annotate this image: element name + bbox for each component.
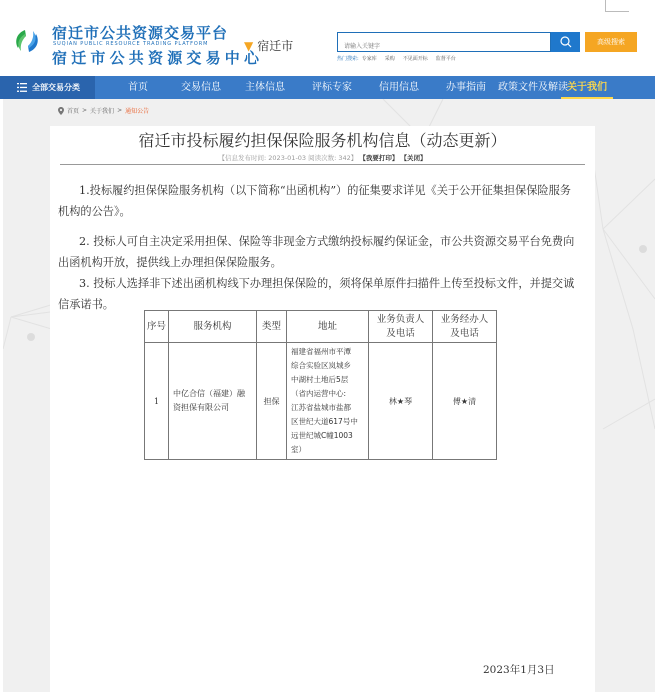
close-link[interactable]: 【关闭】 <box>400 154 427 162</box>
title-divider <box>60 164 585 165</box>
col-header-no: 序号 <box>145 311 169 343</box>
nav-item-experts[interactable]: 评标专家 <box>312 82 352 93</box>
paragraph-line: 2. 投标人可自主决定采用担保、保险等非现金方式缴纳投标履约保证金，市公共资源交易平台免费向 <box>79 235 575 248</box>
table-header-row <box>145 311 497 343</box>
city-label: 宿迁市 <box>257 39 294 53</box>
all-categories-button[interactable] <box>0 76 95 99</box>
breadcrumb-home[interactable]: 首页 <box>67 108 80 115</box>
cell-line: 中湖村土地后5层 <box>291 375 349 384</box>
hot-search-link[interactable]: 监督平台 <box>435 56 456 62</box>
search-icon <box>560 36 572 48</box>
paragraph-line: 信承诺书。 <box>58 298 114 311</box>
col-header-address: 地址 <box>287 311 369 343</box>
col-header-manager <box>369 311 433 343</box>
table-row <box>145 343 497 460</box>
logo-subtitle-english: SUQIAN PUBLIC RESOURCE TRADING PLATFORM <box>53 41 209 47</box>
cell-line: 综合实验区岚城乡 <box>291 361 351 370</box>
paragraph-1 <box>50 180 595 222</box>
col-header-line: 业务负责人 <box>376 313 425 325</box>
cell-line: 福建省福州市平潭 <box>291 347 351 356</box>
col-header-org: 服务机构 <box>169 311 257 343</box>
institution-table <box>144 310 497 460</box>
col-header-line: 及电话 <box>386 327 415 339</box>
nav-item-credit-info[interactable]: 信用信息 <box>379 82 419 93</box>
col-header-handler <box>433 311 497 343</box>
article-date: 2023年1月3日 <box>483 664 555 676</box>
cell-line: 江苏省盐城市盐都 <box>291 403 351 412</box>
paragraph-line: 机构的公告》。 <box>58 205 131 218</box>
nav-item-guide[interactable]: 办事指南 <box>446 82 486 93</box>
hot-search-link[interactable]: 不见面开标 <box>402 56 428 62</box>
col-header-line: 业务经办人 <box>440 313 489 325</box>
cell-line: 中亿合信（福建）融 <box>173 389 245 398</box>
menu-list-icon <box>17 83 27 92</box>
cell-no: 1 <box>145 343 169 460</box>
nav-item-entity-info[interactable]: 主体信息 <box>245 82 285 93</box>
cell-line: 区世纪大道617号中 <box>291 417 358 426</box>
cell-line: （省内运营中心: <box>291 389 347 398</box>
hot-search-link[interactable]: 专家库 <box>361 56 377 62</box>
breadcrumb-about[interactable]: 关于我们 <box>90 108 115 115</box>
location-pin-icon <box>58 107 64 115</box>
logo-title-platform[interactable]: 宿迁市公共资源交易平台 <box>52 24 229 42</box>
search-input[interactable] <box>338 38 550 56</box>
logo-icon[interactable] <box>12 26 42 56</box>
paragraph-2 <box>50 231 595 273</box>
publish-info: 【信息发布时间: 2023-01-03 阅读次数: 342】 <box>218 154 358 162</box>
logo-title-center[interactable]: 宿迁市公共资源交易中心 <box>52 49 264 67</box>
nav-item-about-us[interactable]: 关于我们 <box>561 76 613 99</box>
cell-line: 资担保有限公司 <box>173 403 229 412</box>
cell-line: 室） <box>291 445 306 454</box>
paragraph-line: 1.投标履约担保保险服务机构（以下简称“出函机构”）的征集要求详见《关于公开征集担保保险服务 <box>79 184 571 197</box>
breadcrumb-current[interactable]: 通知公告 <box>125 108 150 115</box>
breadcrumb-separator: > <box>82 107 88 114</box>
col-header-line: 及电话 <box>450 327 479 339</box>
breadcrumb <box>58 106 149 115</box>
print-link[interactable]: 【我要打印】 <box>359 154 399 162</box>
nav-item-policy[interactable]: 政策文件及解读 <box>498 82 568 93</box>
location-pin-icon: ▼ <box>244 38 254 53</box>
nav-item-home[interactable]: 首页 <box>128 82 148 93</box>
nav-item-trade-info[interactable]: 交易信息 <box>181 82 221 93</box>
window-corner-marker <box>605 0 629 12</box>
col-header-type: 类型 <box>257 311 287 343</box>
breadcrumb-separator: > <box>117 107 123 114</box>
hot-search-link[interactable]: 采购 <box>384 56 395 62</box>
paragraph-line: 出函机构开放，提供线上办理担保保险服务。 <box>58 256 282 269</box>
paragraph-3 <box>50 273 595 315</box>
hot-search <box>337 55 456 62</box>
hot-search-label: 热门搜索: <box>337 56 359 62</box>
article-meta <box>0 153 645 162</box>
search-box <box>337 32 551 52</box>
paragraph-line: 3. 投标人选择非下述出函机构线下办理担保保险的，须将保单原件扫描件上传至投标文件，并提交诚 <box>79 277 575 290</box>
cell-address <box>287 343 369 460</box>
article-title: 宿迁市投标履约担保保险服务机构信息（动态更新） <box>138 131 507 150</box>
main-nav <box>0 76 655 99</box>
cell-type: 担保 <box>257 343 287 460</box>
cell-handler: 傅★清 <box>433 343 497 460</box>
city-selector[interactable] <box>244 37 293 54</box>
cell-manager: 林★琴 <box>369 343 433 460</box>
advanced-search-button[interactable]: 高级搜索 <box>585 32 637 52</box>
search-button[interactable] <box>551 32 580 52</box>
cell-org <box>169 343 257 460</box>
site-header <box>0 0 655 76</box>
all-categories-label: 全部交易分类 <box>32 83 80 92</box>
cell-line: 远世纪城C幢1003 <box>291 431 353 440</box>
